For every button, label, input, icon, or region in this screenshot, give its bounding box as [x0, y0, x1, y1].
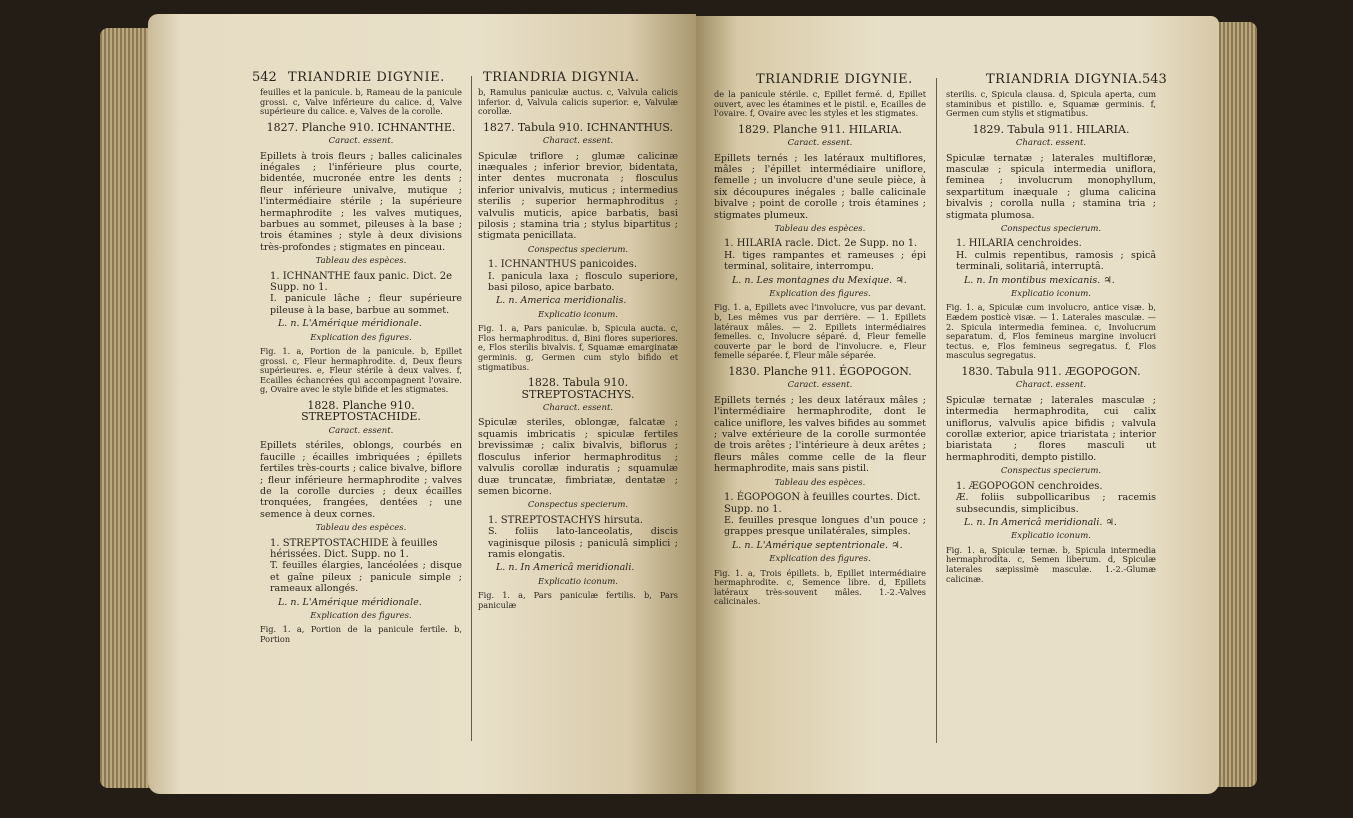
genus-description: Epillets stériles, oblongs, courbés en faucille ; écailles imbriquées ; épillets fertiles très-courts ; calice bivalve, biflore ; fleur inférieure hermaphrodite ; valves de la corolle durcies ; deux écailles tronquées, frangées, dentées ; une semence à deux cornes. — [260, 440, 462, 520]
species-name: 1. ÆGOPOGON cenchroides. — [956, 480, 1103, 492]
species-name: 1. HILARIA racle. Dict. 2e Supp. no 1. — [724, 238, 918, 250]
section-label: Conspectus specierum. — [1000, 224, 1102, 235]
column-rule — [936, 78, 937, 743]
species-description: H. culmis repentibus, ramosis ; spicâ terminali, solitariâ, interruptâ. — [956, 249, 1156, 273]
section-label: Caract. essent. — [787, 138, 853, 149]
species-locality: L. n. Les montagnes du Mexique. ♃. — [732, 274, 907, 286]
species-name: 1. HILARIA cenchroides. — [956, 238, 1082, 250]
section-label: Tableau des espèces. — [774, 224, 866, 235]
left-page — [148, 14, 696, 794]
section-label: Tableau des espèces. — [315, 256, 407, 267]
species-name: 1. ICHNANTHUS panicoides. — [488, 259, 638, 271]
genus-heading: 1830. Planche 911. ÉGOPOGON. — [728, 365, 912, 379]
running-head-la: TRIANDRIA DIGYNIA. — [986, 72, 1143, 87]
column-french — [714, 88, 926, 609]
genus-description: Epillets à trois fleurs ; balles calicinales inégales ; l'inférieure plus courte, bidentée, mucronée entre les dents ; fleur inférieure univalve, mutique ; l'intermédiaire stérile ; la supérieure hermaphrodite ; les valves mutiques, barbues au sommet, pileuses à la base ; trois étamines ; style à deux divisions très-profondes ; stigmates en pinceau. — [260, 150, 462, 253]
right-page-edges — [1217, 22, 1257, 787]
section-label: Charact. essent. — [1015, 138, 1087, 149]
genus-heading: 1827. Tabula 910. ICHNANTHUS. — [482, 120, 674, 134]
genus-heading: 1830. Tabula 911. ÆGOPOGON. — [961, 365, 1141, 379]
page-number: 542 — [252, 70, 277, 85]
section-label: Explication des figures. — [310, 332, 412, 343]
genus-description: Spiculæ triflore ; glumæ calicinæ inæquales ; inferior brevior, bidentata, inter dentes mucronata ; flosculus inferior univalvis, muticus ; intermedius sterilis ; superior hermaphroditus ; valvulis muticis, apice barbatis, basi pilosis ; stamina tria ; stylus bipartitus ; stigmata penicillata. — [478, 150, 678, 242]
species-name: 1. STREPTOSTACHIDE à feuilles hérissées. Dict. Supp. no 1. — [270, 537, 438, 560]
section-label: Conspectus specierum. — [527, 500, 629, 511]
species-description: T. feuilles élargies, lancéolées ; disque et gaîne pileux ; panicule simple ; rameaux allongés. — [270, 560, 462, 595]
genus-description: Epillets ternés ; les deux latéraux mâles ; l'intermédiaire hermaphrodite, dont le calice uniflore, les valves bifides au sommet ; valve extérieure de la corolle surmontée de trois arêtes ; l'intérieure à deux arêtes ; fleurs mâles comme celle de la fleur hermaphrodite, mais sans pistil. — [714, 394, 926, 475]
column-rule — [471, 76, 472, 741]
section-label: Conspectus specierum. — [1000, 466, 1102, 477]
intro-text: sterilis. c, Spicula clausa. d, Spicula aperta, cum staminibus et pistillo. e, Squamæ germinis. f, Germen cum stylis et stigmatibus. — [946, 89, 1156, 119]
species-description: S. foliis lato-lanceolatis, discis vaginisque pilosis ; paniculâ simplici ; ramis elongatis. — [488, 526, 678, 560]
right-page — [696, 16, 1219, 794]
genus-description: Spiculæ ternatæ ; laterales multifloræ, masculæ ; spicula intermedia uniflora, feminea ; involucrum monophyllum, sexpartitum inæquale ; gluma calicina bivalvis ; corolla nulla ; stamina tria ; stigmata plumosa. — [946, 152, 1156, 221]
section-label: Caract. essent. — [328, 136, 394, 147]
genus-heading: 1829. Tabula 911. HILARIA. — [972, 122, 1130, 136]
figure-explanation: Fig. 1. a, Pars paniculæ. b, Spicula aucta. c, Flos hermaphroditus. d, Bini flores superiores. e, Flos sterilis bivalvis. f, Squamæ emarginatæ germinis. g, Germen cum stylo bifido et stigmatibus. — [478, 323, 678, 372]
column-latin — [478, 86, 678, 612]
genus-description: Spiculæ steriles, oblongæ, falcatæ ; squamis imbricatis ; spiculæ fertiles brevissimæ ; calix bivalvis, biflorus ; flosculus inferior hermaphroditus ; valvulis corollæ induratis ; squamulæ duæ truncatæ, fimbriatæ, dentatæ ; semen bicorne. — [478, 417, 678, 497]
species-description: I. panicule lâche ; fleur supérieure pileuse à la base, barbue au sommet. — [270, 293, 462, 316]
genus-description: Spiculæ ternatæ ; laterales masculæ ; intermedia hermaphrodita, cui calix uniflorus, valvulis apice bifidis ; valvula corollæ exterior, apice triaristata ; interior biaristata ; flores masculi ut hermaphroditi, dempto pistillo. — [946, 394, 1156, 463]
figure-explanation: Fig. 1. a, Portion de la panicule. b, Epillet grossi. c, Fleur hermaphrodite. d, Deux fleurs supérieures. e, Fleur stérile à deux valves. f, Ecailles échancrées qui accompagnent l'ovaire. g, Ovaire avec le style bifide et les stigmates. — [260, 346, 462, 395]
section-label: Explication des figures. — [769, 289, 871, 300]
intro-text: de la panicule stérile. c, Epillet fermé. d, Epillet ouvert, avec les étamines et le pistil. e, Ecailles de l'ovaire. f, Ovaire avec les styles et les stigmates. — [714, 89, 926, 119]
section-label: Explicatio iconum. — [538, 309, 618, 320]
genus-description: Epillets ternés ; les latéraux multiflores, mâles ; l'épillet intermédiaire uniflore, femelle ; un involucre d'une seule pièce, à six découpures inégales ; balle calicinale bivalve ; point de corolle ; trois étamines ; stigmates plumeux. — [714, 152, 926, 221]
figure-explanation: Fig. 1. a, Epillets avec l'involucre, vus par devant. b, Les mêmes vus par derrière. — 1. Epillets latéraux mâles. — 2. Epillets intermédiaires femelles. c, Involucre séparé. d, Fleur femelle couverte par le bord de l'involucre. e, Fleur femelle séparée. f, Fleur mâle séparée. — [714, 302, 926, 361]
running-head-la: TRIANDRIA DIGYNIA. — [483, 70, 640, 85]
figure-explanation: Fig. 1. a, Spiculæ cum involucro, antice visæ. b, Eædem posticè visæ. — 1. Laterales masculæ. — 2. Spicula intermedia feminea. c, Involucrum separatum. d, Flos femineus margine involucri tectus. e, Flos femineus segregatus. f, Flos masculus segregatus. — [946, 302, 1156, 361]
section-label: Charact. essent. — [542, 403, 614, 414]
section-label: Explicatio iconum. — [538, 576, 618, 587]
species-description: H. tiges rampantes et rameuses ; épi terminal, solitaire, interrompu. — [724, 249, 926, 273]
section-label: Explicatio iconum. — [1011, 289, 1091, 300]
species-description: Æ. foliis subpollicaribus ; racemis subsecundis, simplicibus. — [956, 492, 1156, 515]
section-label: Charact. essent. — [1015, 380, 1087, 391]
genus-heading: 1829. Planche 911. HILARIA. — [737, 122, 903, 136]
species-locality: L. n. L'Amérique méridionale. — [278, 318, 422, 330]
figure-explanation: Fig. 1. a, Portion de la panicule fertile. b, Portion — [260, 624, 462, 644]
section-label: Explicatio iconum. — [1011, 531, 1091, 542]
species-description: I. panicula laxa ; flosculo superiore, basi piloso, apice barbato. — [488, 270, 678, 294]
figure-explanation: Fig. 1. a, Pars paniculæ fertilis. b, Pars paniculæ — [478, 590, 678, 610]
species-name: 1. STREPTOSTACHYS hirsuta. — [488, 514, 644, 526]
figure-explanation: Fig. 1. a, Trois épillets. b, Epillet intermédiaire hermaphrodite. c, Semence libre. d, Epillets latéraux très-souvent mâles. 1.-2.-Valves calicinales. — [714, 567, 926, 607]
genus-heading: 1828. Planche 910. STREPTOSTACHIDE. — [301, 399, 421, 424]
intro-text: feuilles et la panicule. b, Rameau de la panicule grossi. c, Valve inférieure du calice. d, Valve supérieure du calice. e, Valves de la corolle. — [260, 87, 462, 117]
species-locality: L. n. L'Amérique méridionale. — [278, 596, 422, 608]
species-locality: L. n. America meridionalis. — [496, 295, 627, 307]
section-label: Caract. essent. — [787, 380, 853, 391]
genus-heading: 1828. Tabula 910. STREPTOSTACHYS. — [521, 376, 635, 401]
figure-explanation: Fig. 1. a, Spiculæ ternæ. b, Spicula intermedia hermaphrodita. c, Semen liberum. d, Spiculæ laterales sæpissimè masculæ. 1.-2.-Glumæ calicinæ. — [946, 544, 1156, 584]
section-label: Explication des figures. — [310, 610, 412, 621]
species-name: 1. ÉGOPOGON à feuilles courtes. Dict. Supp. no 1. — [724, 492, 921, 515]
species-locality: L. n. In Americâ meridionali. — [496, 562, 635, 574]
species-locality: L. n. In montibus mexicanis. ♃. — [964, 274, 1115, 286]
section-label: Charact. essent. — [542, 136, 614, 147]
column-french — [260, 86, 462, 647]
species-name: 1. ICHNANTHE faux panic. Dict. 2e Supp. no 1. — [270, 270, 452, 294]
page-number: 543 — [1142, 72, 1167, 87]
section-label: Conspectus specierum. — [527, 244, 629, 255]
species-description: E. feuilles presque longues d'un pouce ; grappes presque unilatérales, simples. — [724, 514, 926, 538]
running-head-fr: TRIANDRIE DIGYNIE. — [756, 72, 913, 87]
running-head-fr: TRIANDRIE DIGYNIE. — [288, 70, 445, 85]
species-locality: L. n. In Americâ meridionali. ♃. — [964, 516, 1117, 528]
section-label: Tableau des espèces. — [774, 477, 866, 488]
species-locality: L. n. L'Amérique septentrionale. ♃. — [732, 539, 903, 551]
section-label: Tableau des espèces. — [315, 523, 407, 534]
section-label: Caract. essent. — [328, 425, 394, 436]
intro-text: b, Ramulus paniculæ auctus. c, Valvula calicis inferior. d, Valvula calicis superior. e, Valvulæ corollæ. — [478, 87, 678, 117]
left-page-edges — [100, 28, 150, 788]
section-label: Explication des figures. — [769, 554, 871, 565]
column-latin — [946, 88, 1156, 586]
genus-heading: 1827. Planche 910. ICHNANTHE. — [266, 120, 456, 134]
